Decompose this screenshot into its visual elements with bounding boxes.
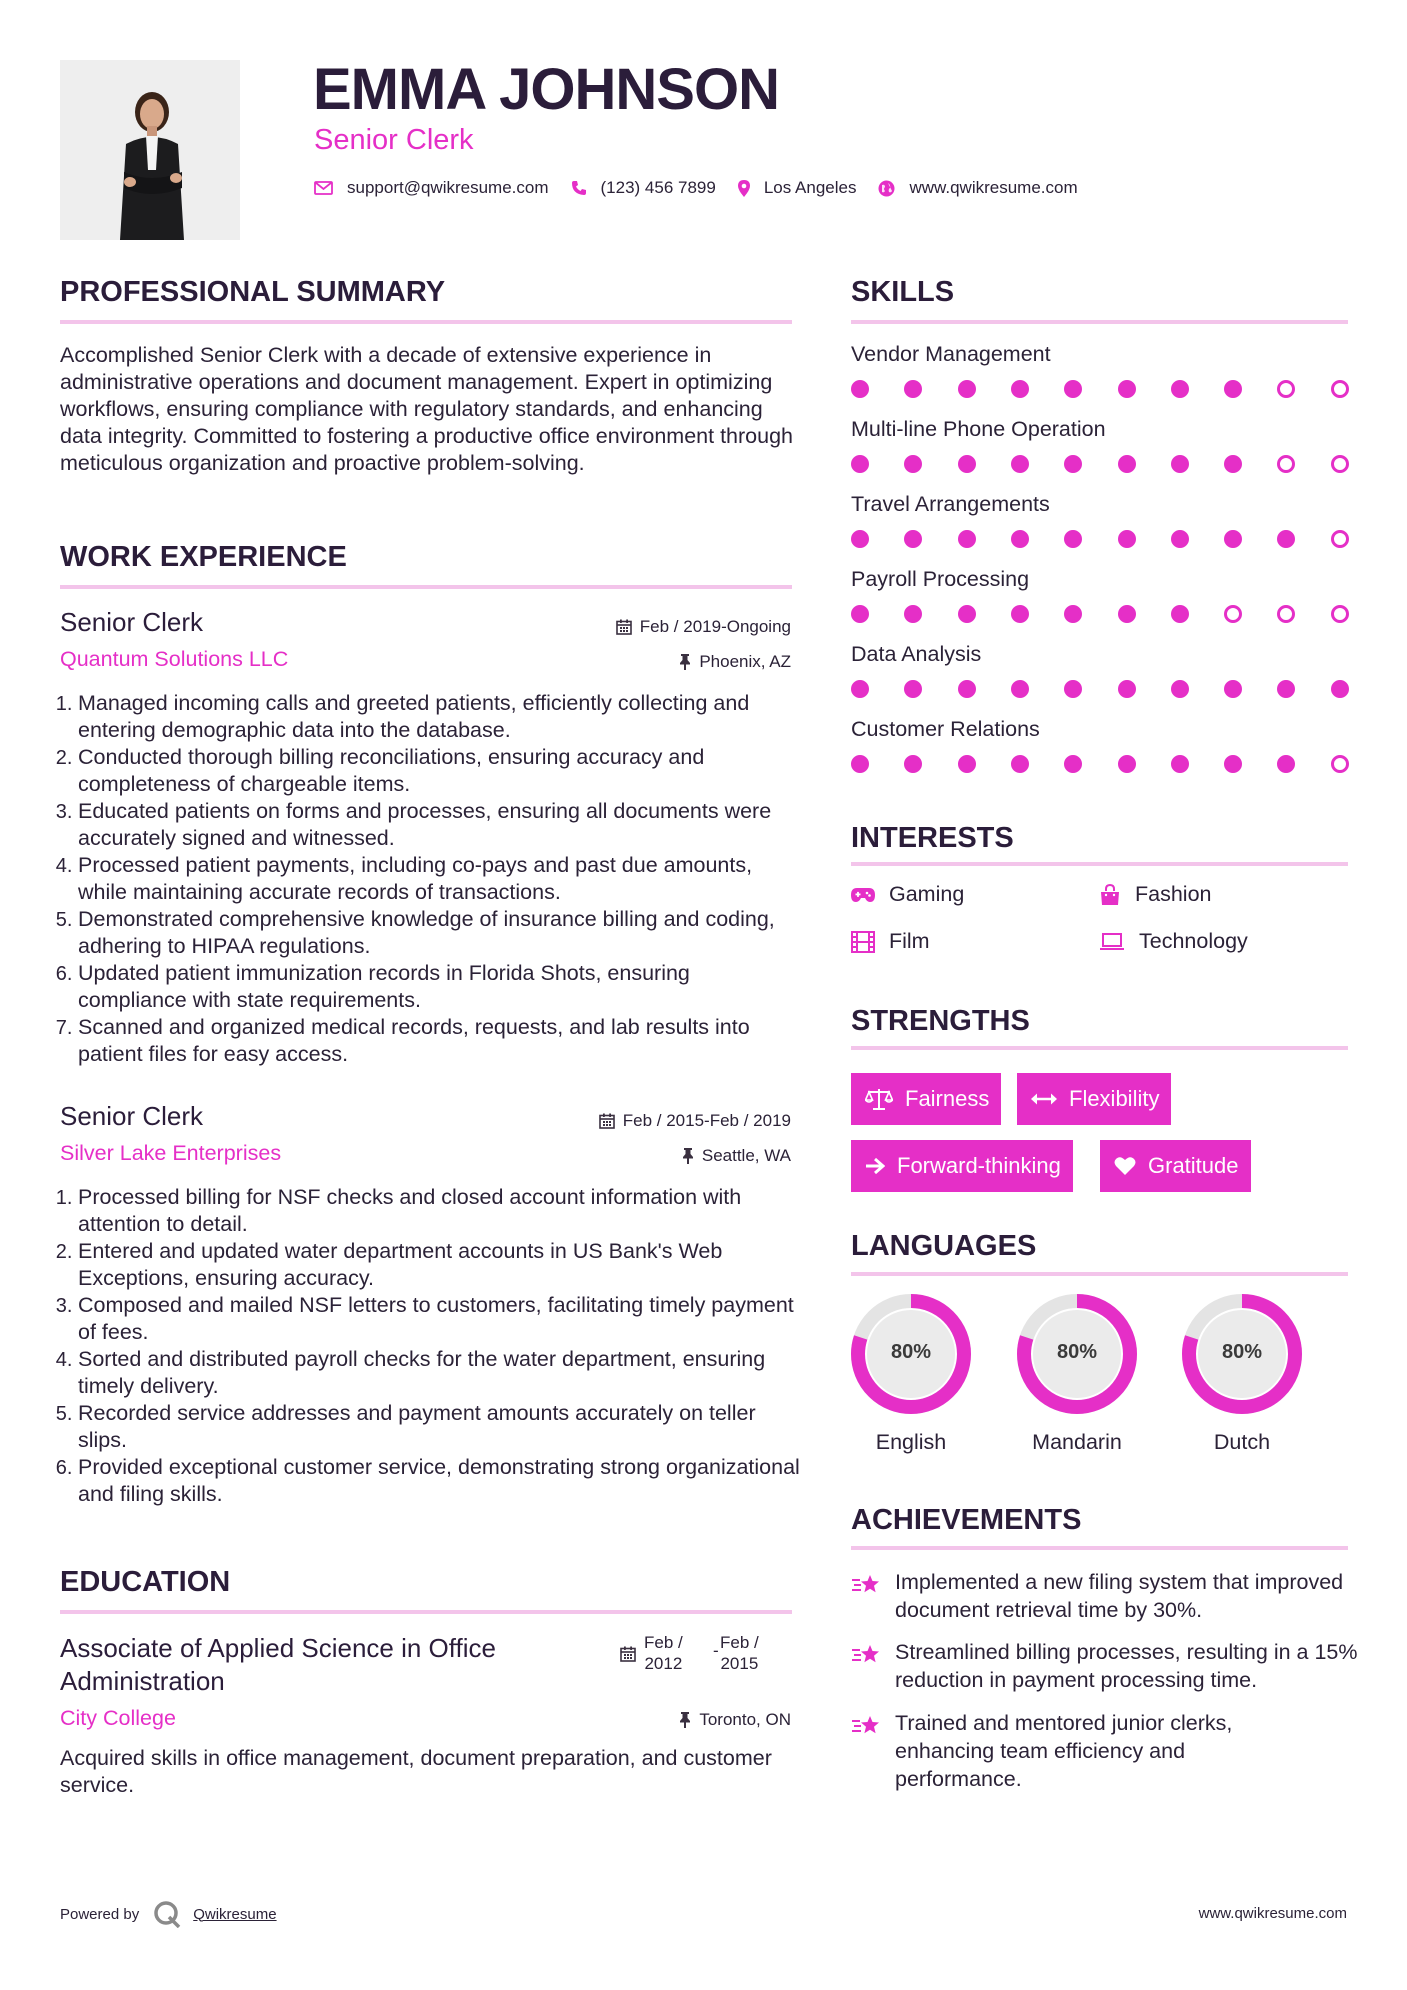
arrows-horizontal-icon (1031, 1092, 1057, 1106)
skill-dot-filled (1171, 530, 1189, 548)
skill-dot-filled (904, 380, 922, 398)
job-1-title: Senior Clerk (60, 607, 204, 637)
skill-dot-filled (1064, 530, 1082, 548)
skill-dot-filled (1224, 380, 1242, 398)
arrow-right-icon (865, 1157, 885, 1175)
skill-dot-filled (1064, 680, 1082, 698)
skill-dot-filled (1064, 380, 1082, 398)
strength-badge-forward-thinking (851, 1140, 1073, 1192)
skill-dot-empty (1224, 605, 1242, 623)
language-name: Mandarin (1032, 1430, 1122, 1454)
skill-dot-filled (958, 605, 976, 623)
job-2-title: Senior Clerk (60, 1101, 204, 1131)
job-1-location (679, 652, 791, 672)
achievements-heading: ACHIEVEMENTS (851, 1504, 1082, 1536)
globe-icon (878, 180, 895, 197)
skill-dot-empty (1331, 380, 1349, 398)
scale-icon (865, 1087, 893, 1111)
job-1-bullet: 4. Processed patient payments, including co-pays and past due amounts, while maintaining accurate records of transactions. (78, 852, 800, 906)
candidate-title: Senior Clerk (314, 124, 474, 156)
education-location (679, 1710, 791, 1730)
skill-dot-filled (958, 680, 976, 698)
skill-dot-filled (958, 755, 976, 773)
summary-rule (60, 320, 792, 324)
skill-dot-filled (851, 755, 869, 773)
education-heading: EDUCATION (60, 1566, 231, 1598)
language-percent: 80% (1221, 1341, 1263, 1363)
skill-dot-filled (1277, 755, 1295, 773)
strength-label: Gratitude (1148, 1153, 1239, 1178)
job-1-bullets (60, 690, 800, 1068)
skill-dot-filled (904, 680, 922, 698)
skill-dot-filled (1118, 455, 1136, 473)
skill-dot-filled (958, 455, 976, 473)
strength-badge-gratitude (1100, 1140, 1251, 1192)
shooting-star-icon (851, 1642, 883, 1668)
summary-text: Accomplished Senior Clerk with a decade of extensive experience in administrative operations and document management. Expert in optimizing workflows, ensuring compliance with regulatory standards, and enhancing data integrity. Committed to fostering a productive office environment through meticulous organization and proactive problem-solving. (60, 343, 793, 475)
skill-dot-filled (1331, 680, 1349, 698)
shooting-star-icon (851, 1572, 883, 1598)
education-date (620, 1646, 644, 1662)
contact-email[interactable] (314, 178, 549, 198)
interest-film (851, 929, 930, 954)
strength-label: Fairness (905, 1086, 990, 1111)
skill-dot-filled (1224, 530, 1242, 548)
contact-email-text: support@qwikresume.com (347, 178, 549, 197)
contact-website-text: www.qwikresume.com (909, 178, 1078, 197)
job-2-location (682, 1146, 791, 1166)
pushpin-icon (679, 654, 691, 670)
skill-dot-filled (1118, 755, 1136, 773)
skill-dot-filled (1064, 605, 1082, 623)
contact-location (738, 178, 857, 198)
language-name: Dutch (1213, 1430, 1271, 1454)
laptop-icon (1099, 932, 1125, 952)
experience-rule (60, 585, 792, 589)
skill-dot-filled (1277, 530, 1295, 548)
interests-rule (851, 862, 1348, 866)
skill-dot-filled (1224, 455, 1242, 473)
pushpin-icon (679, 1712, 691, 1728)
interest-technology (1099, 929, 1248, 954)
skill-dot-filled (1118, 680, 1136, 698)
job-2-company: Silver Lake Enterprises (60, 1141, 282, 1165)
skill-dot-filled (1118, 605, 1136, 623)
job-2-bullets (60, 1184, 800, 1508)
strength-label: Forward-thinking (897, 1153, 1061, 1178)
interest-gaming (851, 882, 964, 907)
education-date-start-year: 2012 (644, 1654, 683, 1673)
job-2-location-text: Seattle, WA (701, 1146, 791, 1165)
job-2-bullet: 6. Provided exceptional customer service, demonstrating strong organizational and filing skills. (78, 1454, 800, 1508)
skill-dot-filled (1011, 755, 1029, 773)
job-2-bullet: 5. Recorded service addresses and payment amounts accurately on teller slips. (78, 1400, 800, 1454)
skill-dot-filled (1064, 755, 1082, 773)
education-rule (60, 1610, 792, 1614)
strength-badge-fairness (851, 1073, 1001, 1125)
job-2-bullet: 3. Composed and mailed NSF letters to customers, facilitating timely payment of fees. (78, 1292, 800, 1346)
strengths-rule (851, 1046, 1348, 1050)
job-2-bullet: 2. Entered and updated water department accounts in US Bank's Web Exceptions, ensuring accuracy. (78, 1238, 800, 1292)
qwikresume-logo-icon (153, 1900, 181, 1928)
skill-dot-filled (904, 455, 922, 473)
language-percent: 80% (1056, 1341, 1098, 1363)
achievement-item (851, 1638, 1371, 1694)
language-name: English (875, 1430, 947, 1454)
skills-rule (851, 320, 1348, 324)
skill-dot-filled (1118, 380, 1136, 398)
skill-dot-filled (958, 380, 976, 398)
skill-dot-filled (851, 605, 869, 623)
job-1-bullet: 5. Demonstrated comprehensive knowledge of insurance billing and coding, adhering to HIPAA regulations. (78, 906, 800, 960)
job-1-location-text: Phoenix, AZ (699, 652, 791, 671)
summary-heading: PROFESSIONAL SUMMARY (60, 276, 446, 308)
skill-dot-filled (851, 680, 869, 698)
education-date-end-year: 2015 (720, 1654, 759, 1673)
skill-dot-empty (1331, 755, 1349, 773)
achievement-text: Implemented a new filing system that improved document retrieval time by 30%. (895, 1570, 1344, 1622)
calendar-icon (599, 1113, 615, 1129)
education-date-end (720, 1632, 759, 1674)
languages-heading: LANGUAGES (851, 1230, 1037, 1262)
interest-label: Gaming (889, 882, 965, 906)
skill-dot-empty (1331, 605, 1349, 623)
skill-dot-filled (1277, 680, 1295, 698)
job-1-bullet: 2. Conducted thorough billing reconciliations, ensuring accuracy and completeness of chargeable items. (78, 744, 800, 798)
pushpin-icon (682, 1148, 694, 1164)
calendar-icon (620, 1646, 636, 1662)
skill-dot-filled (1011, 680, 1029, 698)
skill-dot-filled (904, 755, 922, 773)
footer-powered-label: Powered by (60, 1905, 140, 1923)
footer-brand-link[interactable]: Qwikresume (193, 1905, 277, 1923)
skill-name: Customer Relations (851, 717, 1040, 741)
skills-heading: SKILLS (851, 276, 955, 308)
skill-dot-filled (904, 605, 922, 623)
skill-dot-filled (1171, 755, 1189, 773)
achievement-text: Streamlined billing processes, resulting in a 15% reduction in payment processing time. (895, 1640, 1358, 1692)
map-pin-icon (738, 180, 750, 197)
contact-bar (314, 178, 1100, 198)
interest-label: Fashion (1135, 882, 1212, 906)
film-icon (851, 931, 875, 953)
skill-dot-filled (1171, 680, 1189, 698)
job-2-bullet: 4. Sorted and distributed payroll checks for the water department, ensuring timely delivery. (78, 1346, 800, 1400)
job-2-date (599, 1111, 791, 1131)
skill-dot-empty (1277, 380, 1295, 398)
contact-phone-text: (123) 456 7899 (600, 178, 716, 197)
job-1-date-text: Feb / 2019-Ongoing (639, 617, 791, 636)
job-1-bullet: 6. Updated patient immunization records in Florida Shots, ensuring compliance with state requirements. (78, 960, 800, 1014)
skill-dot-empty (1277, 605, 1295, 623)
contact-phone[interactable] (571, 178, 716, 198)
skill-dot-filled (958, 530, 976, 548)
job-2-bullet: 1. Processed billing for NSF checks and closed account information with attention to detail. (78, 1184, 800, 1238)
achievement-text: Trained and mentored junior clerks, enhancing team efficiency and performance. (895, 1711, 1233, 1791)
language-percent: 80% (890, 1341, 932, 1363)
education-date-sep: - (713, 1641, 719, 1660)
footer-powered-by (60, 1900, 277, 1928)
skill-dot-filled (1011, 530, 1029, 548)
interest-label: Film (889, 929, 930, 953)
candidate-name: EMMA JOHNSON (313, 57, 779, 122)
calendar-icon (616, 619, 632, 635)
job-2-date-text: Feb / 2015-Feb / 2019 (622, 1111, 791, 1130)
skill-dot-filled (904, 530, 922, 548)
skill-dot-filled (851, 380, 869, 398)
job-1-bullet: 3. Educated patients on forms and processes, ensuring all documents were accurately signed and witnessed. (78, 798, 800, 852)
shooting-star-icon (851, 1713, 883, 1739)
achievement-item (851, 1568, 1371, 1624)
strength-badge-flexibility (1017, 1073, 1171, 1125)
skill-dot-filled (1224, 680, 1242, 698)
skill-dot-filled (851, 455, 869, 473)
skill-dot-empty (1331, 455, 1349, 473)
skill-dot-filled (1011, 380, 1029, 398)
skill-dot-empty (1277, 455, 1295, 473)
interests-heading: INTERESTS (851, 822, 1014, 854)
footer-website[interactable]: www.qwikresume.com (1198, 1905, 1347, 1922)
skill-name: Vendor Management (851, 342, 1051, 366)
skill-dot-filled (1171, 380, 1189, 398)
envelope-icon (314, 181, 333, 195)
job-1-bullet: 1. Managed incoming calls and greeted patients, efficiently collecting and entering demographic data into the database. (78, 690, 800, 744)
strength-label: Flexibility (1069, 1086, 1160, 1111)
experience-heading: WORK EXPERIENCE (60, 541, 347, 573)
gamepad-icon (851, 887, 875, 903)
strengths-heading: STRENGTHS (851, 1005, 1030, 1037)
job-1-company: Quantum Solutions LLC (60, 647, 289, 671)
education-school: City College (60, 1706, 176, 1730)
skill-dot-filled (1064, 455, 1082, 473)
heart-icon (1114, 1156, 1136, 1176)
skill-dot-empty (1331, 530, 1349, 548)
skill-dot-filled (1171, 455, 1189, 473)
achievement-item (851, 1709, 1291, 1793)
job-1-bullet: 7. Scanned and organized medical records, requests, and lab results into patient files for easy access. (78, 1014, 800, 1068)
phone-icon (571, 180, 587, 196)
education-date-end-month: Feb / (720, 1633, 759, 1652)
shopping-bag-icon (1099, 884, 1121, 906)
achievements-rule (851, 1546, 1348, 1550)
education-degree: Associate of Applied Science in Office Administration (60, 1633, 496, 1696)
skill-dot-filled (851, 530, 869, 548)
profile-photo (60, 60, 240, 240)
skill-dot-filled (1171, 605, 1189, 623)
languages-rule (851, 1272, 1348, 1276)
skill-dot-filled (1011, 605, 1029, 623)
skill-name: Multi-line Phone Operation (851, 417, 1106, 441)
interest-label: Technology (1139, 929, 1248, 953)
education-description: Acquired skills in office management, document preparation, and customer service. (60, 1746, 772, 1797)
skill-name: Data Analysis (851, 642, 982, 666)
contact-website[interactable] (878, 178, 1077, 198)
skill-dot-filled (1011, 455, 1029, 473)
contact-location-text: Los Angeles (763, 178, 857, 197)
education-date-start (644, 1632, 683, 1674)
skill-dot-filled (1118, 530, 1136, 548)
education-date-start-month: Feb / (644, 1633, 683, 1652)
skill-name: Payroll Processing (851, 567, 1030, 591)
job-1-date (616, 617, 791, 637)
skill-dot-filled (1224, 755, 1242, 773)
skill-name: Travel Arrangements (851, 492, 1050, 516)
interest-fashion (1099, 882, 1212, 907)
education-location-text: Toronto, ON (699, 1710, 791, 1729)
